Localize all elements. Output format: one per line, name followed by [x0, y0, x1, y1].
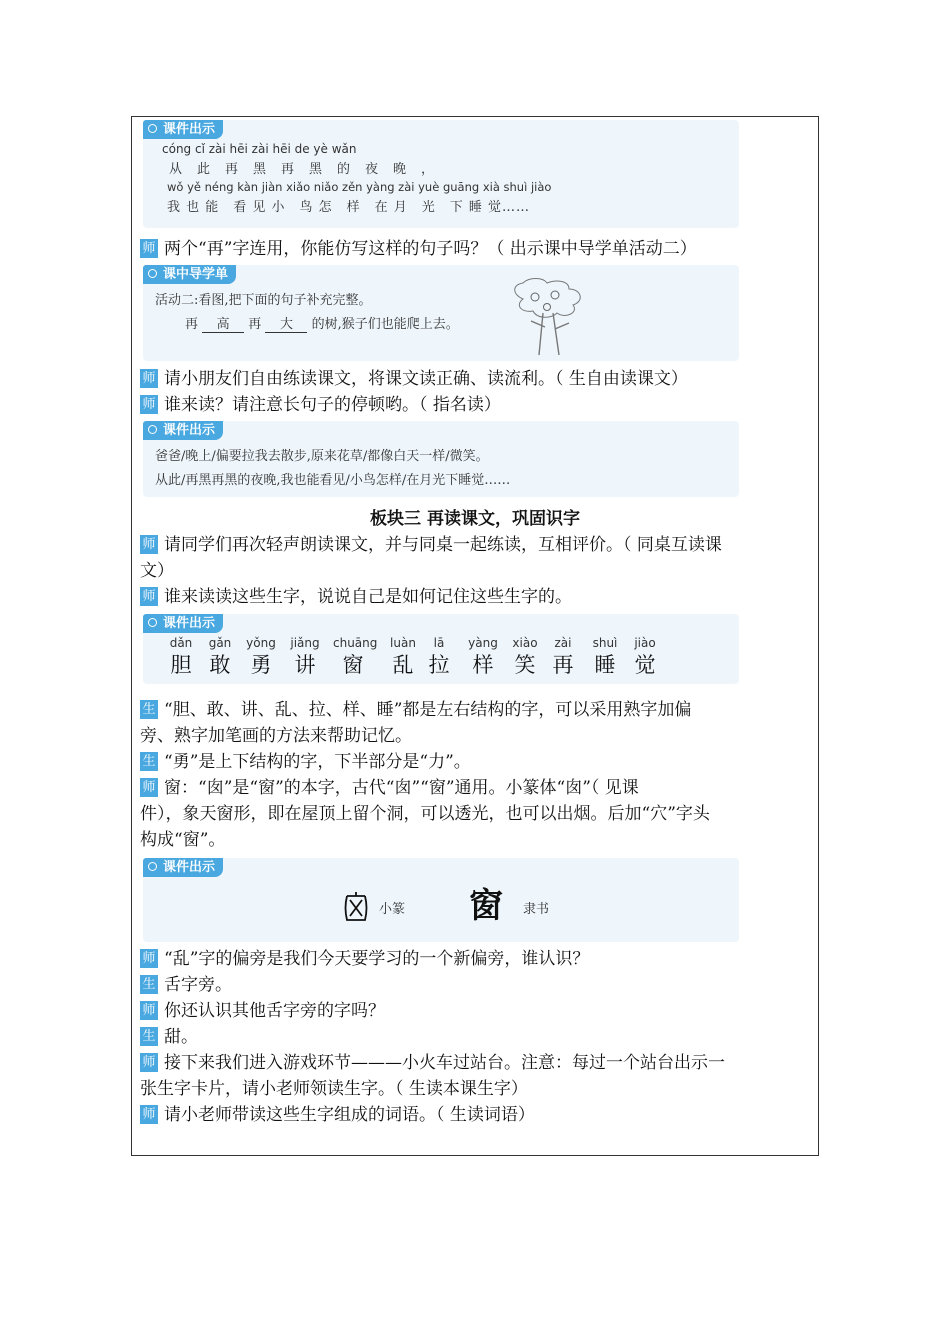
teacher-badge: 师 [140, 239, 158, 258]
fill-sentence: 再 高 再 大 的树,猴子们也能爬上去。 [185, 313, 459, 333]
clerical-script-label: 隶书 [523, 902, 550, 917]
courseware-box-2 [143, 421, 739, 497]
teacher-line: 师 “乱”字的偏旁是我们今天要学习的一个新偏旁，谁认识？ [140, 946, 810, 972]
character-hanzi: 样 [472, 653, 494, 677]
character-card [383, 636, 423, 678]
sentence-pause-2: 从此/再黑再黑的夜晚,我也能看见/小鸟怎样/在月光下睡觉…… [155, 473, 511, 488]
hanzi-line: 我 也 能 看 见 小 鸟 怎 样 在 月 光 下 睡 觉…… [167, 200, 531, 215]
character-card [333, 636, 378, 678]
courseware-tag: 课件出示 [143, 858, 223, 877]
character-card [161, 636, 201, 678]
character-pinyin: zài [554, 636, 572, 650]
seal-script-label: 小篆 [379, 902, 406, 917]
clerical-script-glyph: 窗 [469, 886, 503, 926]
text-continuation: 件），象天窗形，即在屋顶上留个洞，可以透光，也可以出烟。后加“穴”字头 [140, 804, 710, 824]
text-continuation: 文） [140, 561, 174, 581]
character-card [241, 636, 281, 678]
teacher-badge: 师 [140, 1105, 158, 1124]
text-continuation: 构成“窗”。 [140, 830, 226, 850]
pinyin-line: cóng cǐ zài hēi zài hēi de yè wǎn [162, 142, 357, 156]
student-line: 生 “胆、敢、讲、乱、拉、样、睡”都是左右结构的字，可以采用熟字加偏 [140, 697, 810, 723]
character-card [285, 636, 325, 678]
text-continuation: 旁、熟字加笔画的方法来帮助记忆。 [140, 726, 412, 746]
character-hanzi: 觉 [634, 653, 656, 677]
character-hanzi: 拉 [428, 653, 450, 677]
character-pinyin: xiào [512, 636, 538, 650]
student-badge: 生 [140, 975, 158, 994]
character-pinyin: luàn [390, 636, 416, 650]
courseware-tag: 课件出示 [143, 614, 223, 633]
character-pinyin: lā [433, 636, 445, 650]
character-hanzi: 笑 [514, 653, 536, 677]
teacher-line: 师 请小朋友们自由练读课文，将课文读正确、读流利。（ 生自由读课文） [140, 366, 810, 392]
character-pinyin: gǎn [208, 636, 232, 650]
courseware-box-3 [143, 614, 739, 684]
teacher-line: 师 你还认识其他舌字旁的字吗？ [140, 998, 810, 1024]
guide-sheet-tag: 课中导学单 [143, 265, 236, 284]
character-pinyin: shuì [592, 636, 618, 650]
seal-script-glyph-icon [343, 890, 369, 922]
student-line: 生 “勇”是上下结构的字，下半部分是“力”。 [140, 749, 810, 775]
teacher-badge: 师 [140, 778, 158, 797]
character-hanzi: 敢 [209, 653, 231, 677]
courseware-box-1 [143, 120, 739, 228]
teacher-badge: 师 [140, 395, 158, 414]
character-card [463, 636, 503, 678]
character-card [543, 636, 583, 678]
student-badge: 生 [140, 700, 158, 719]
teacher-line: 师 谁来读读这些生字，说说自己是如何记住这些生字的。 [140, 584, 810, 610]
courseware-box-4 [143, 858, 739, 942]
student-line: 生 舌字旁。 [140, 972, 810, 998]
character-hanzi: 胆 [170, 653, 192, 677]
teacher-line: 师 谁来读？请注意长句子的停顿哟。（ 指名读） [140, 392, 810, 418]
character-card [200, 636, 240, 678]
text-continuation: 张生字卡片，请小老师领读生字。（ 生读本课生字） [140, 1079, 528, 1099]
character-pinyin: yǒng [246, 636, 276, 650]
sentence-pause-1: 爸爸/晚上/偏要拉我去散步,原来花草/都像白天一样/微笑。 [155, 449, 489, 464]
teacher-badge: 师 [140, 535, 158, 554]
teacher-badge: 师 [140, 1001, 158, 1020]
character-hanzi: 勇 [250, 653, 272, 677]
teacher-line: 师 窗：“囱”是“窗”的本字，古代“囱”“窗”通用。小篆体“囱”（ 见课 [140, 775, 810, 801]
character-card [625, 636, 665, 678]
character-pinyin: jiào [634, 636, 656, 650]
student-badge: 生 [140, 752, 158, 771]
tree-monkeys-illustration [503, 277, 593, 357]
character-hanzi: 再 [552, 653, 574, 677]
character-card [419, 636, 459, 678]
hanzi-line: 从 此 再 黑 再 黑 的 夜 晚 ， [169, 162, 436, 177]
activity-instruction: 活动二:看图,把下面的句子补充完整。 [155, 293, 372, 308]
teacher-badge: 师 [140, 369, 158, 388]
character-card [505, 636, 545, 678]
character-hanzi: 讲 [294, 653, 316, 677]
answer-blank: 高 [202, 313, 244, 333]
character-pinyin: chuāng [333, 636, 378, 650]
teacher-line: 师 请同学们再次轻声朗读课文，并与同桌一起练读，互相评价。（ 同桌互读课 [140, 532, 810, 558]
teacher-line: 师 两个“再”字连用，你能仿写这样的句子吗？（ 出示课中导学单活动二） [140, 236, 810, 262]
character-hanzi: 窗 [342, 653, 364, 677]
student-badge: 生 [140, 1027, 158, 1046]
character-pinyin: dǎn [169, 636, 193, 650]
character-pinyin: jiǎng [290, 636, 320, 650]
character-pinyin: yàng [468, 636, 498, 650]
student-line: 生 甜。 [140, 1024, 810, 1050]
courseware-tag: 课件出示 [143, 421, 223, 440]
character-hanzi: 睡 [594, 653, 616, 677]
character-hanzi: 乱 [392, 653, 414, 677]
teacher-badge: 师 [140, 587, 158, 606]
teacher-line: 师 接下来我们进入游戏环节———小火车过站台。注意：每过一个站台出示一 [140, 1050, 810, 1076]
courseware-tag: 课件出示 [143, 120, 223, 139]
teacher-badge: 师 [140, 949, 158, 968]
guide-sheet-box [143, 265, 739, 361]
answer-blank: 大 [265, 313, 307, 333]
teacher-badge: 师 [140, 1053, 158, 1072]
pinyin-line: wǒ yě néng kàn jiàn xiǎo niǎo zěn yàng zài yuè guāng xià shuì jiào [167, 180, 552, 194]
section-heading: 板块三 再读课文，巩固识字 [370, 509, 580, 529]
character-card [585, 636, 625, 678]
teacher-line: 师 请小老师带读这些生字组成的词语。（ 生读词语） [140, 1102, 810, 1128]
